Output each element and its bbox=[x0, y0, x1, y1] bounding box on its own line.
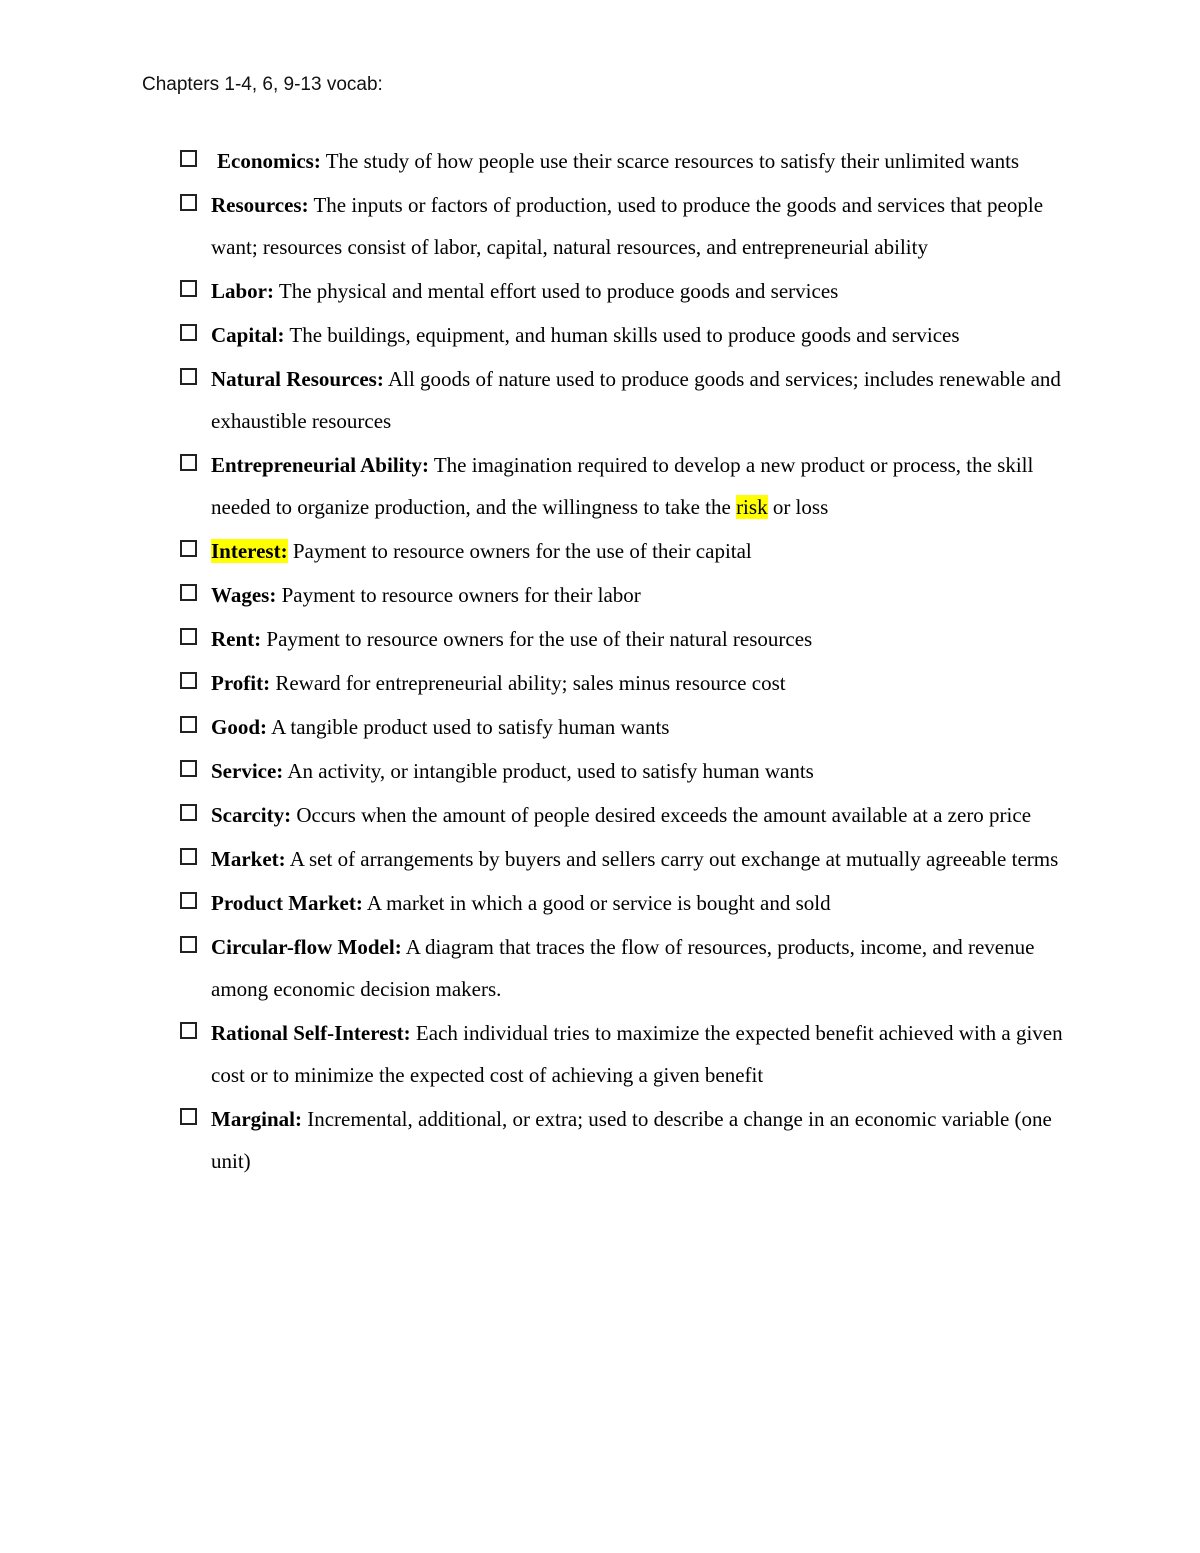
vocab-item-resources bbox=[178, 184, 1078, 268]
vocab-definition: All goods of nature used to produce goods and services; includes renewable and exhaustible resources bbox=[211, 367, 1061, 433]
checkbox-icon[interactable] bbox=[180, 672, 197, 689]
vocab-item-product-market bbox=[178, 882, 1078, 924]
vocab-term: Capital: bbox=[211, 323, 285, 347]
checkbox-icon[interactable] bbox=[180, 1022, 197, 1039]
vocab-definition: A diagram that traces the flow of resources, products, income, and revenue among economic decision makers. bbox=[211, 935, 1035, 1001]
checkbox-icon[interactable] bbox=[180, 716, 197, 733]
vocab-definition: Payment to resource owners for the use of their natural resources bbox=[266, 627, 813, 651]
vocab-definition: The inputs or factors of production, used to produce the goods and services that people want; resources consist of labor, capital, natural resources, and entrepreneurial ability bbox=[211, 193, 1044, 259]
vocab-term: Scarcity: bbox=[211, 803, 292, 827]
vocab-definition: The study of how people use their scarce resources to satisfy their unlimited wants bbox=[325, 149, 1020, 173]
vocab-item-rent bbox=[178, 618, 1078, 660]
vocab-term: Wages: bbox=[211, 583, 277, 607]
vocab-definition: Payment to resource owners for their labor bbox=[281, 583, 641, 607]
vocab-term: Rational Self-Interest: bbox=[211, 1021, 411, 1045]
vocab-list bbox=[178, 140, 1078, 1184]
vocab-term: Labor: bbox=[211, 279, 274, 303]
checkbox-icon[interactable] bbox=[180, 150, 197, 167]
checkbox-icon[interactable] bbox=[180, 892, 197, 909]
vocab-definition: Reward for entrepreneurial ability; sales minus resource cost bbox=[275, 671, 786, 695]
vocab-term: Product Market: bbox=[211, 891, 363, 915]
vocab-definition: An activity, or intangible product, used to satisfy human wants bbox=[287, 759, 814, 783]
vocab-item-market bbox=[178, 838, 1078, 880]
vocab-definition: A set of arrangements by buyers and sellers carry out exchange at mutually agreeable terms bbox=[289, 847, 1059, 871]
checkbox-icon[interactable] bbox=[180, 368, 197, 385]
checkbox-icon[interactable] bbox=[180, 324, 197, 341]
vocab-term: Circular-flow Model: bbox=[211, 935, 402, 959]
vocab-term: Resources: bbox=[211, 193, 309, 217]
vocab-item-wages bbox=[178, 574, 1078, 616]
vocab-item-entrepreneurial-ability bbox=[178, 444, 1078, 528]
vocab-term: Market: bbox=[211, 847, 286, 871]
checkbox-icon[interactable] bbox=[180, 194, 197, 211]
checkbox-icon[interactable] bbox=[180, 848, 197, 865]
vocab-term: Entrepreneurial Ability: bbox=[211, 453, 429, 477]
vocab-definition: A market in which a good or service is bought and sold bbox=[366, 891, 831, 915]
checkbox-icon[interactable] bbox=[180, 936, 197, 953]
vocab-definition: The physical and mental effort used to produce goods and services bbox=[278, 279, 839, 303]
vocab-item-interest bbox=[178, 530, 1078, 572]
page-heading: Chapters 1-4, 6, 9-13 vocab: bbox=[142, 74, 383, 95]
vocab-item-economics bbox=[178, 140, 1078, 182]
checkbox-icon[interactable] bbox=[180, 540, 197, 557]
vocab-term: Profit: bbox=[211, 671, 271, 695]
vocab-item-natural-resources bbox=[178, 358, 1078, 442]
checkbox-icon[interactable] bbox=[180, 760, 197, 777]
vocab-term: Rent: bbox=[211, 627, 262, 651]
vocab-definition: The imagination required to develop a new product or process, the skill needed to organize production, and the willingness to take the bbox=[211, 453, 1034, 519]
vocab-term: Marginal: bbox=[211, 1107, 302, 1131]
vocab-item-service bbox=[178, 750, 1078, 792]
vocab-definition: A tangible product used to satisfy human wants bbox=[271, 715, 670, 739]
vocab-item-good bbox=[178, 706, 1078, 748]
vocab-item-scarcity bbox=[178, 794, 1078, 836]
vocab-item-capital bbox=[178, 314, 1078, 356]
highlighted-word: risk bbox=[736, 495, 768, 519]
vocab-definition: Incremental, additional, or extra; used to describe a change in an economic variable (one unit) bbox=[211, 1107, 1052, 1173]
vocab-definition: The buildings, equipment, and human skills used to produce goods and services bbox=[289, 323, 960, 347]
checkbox-icon[interactable] bbox=[180, 280, 197, 297]
vocab-definition: Each individual tries to maximize the expected benefit achieved with a given cost or to minimize the expected cost of achieving a given benefit bbox=[211, 1021, 1063, 1087]
checkbox-icon[interactable] bbox=[180, 804, 197, 821]
vocab-item-marginal bbox=[178, 1098, 1078, 1182]
checkbox-icon[interactable] bbox=[180, 1108, 197, 1125]
vocab-term: Economics: bbox=[217, 149, 321, 173]
vocab-term: Good: bbox=[211, 715, 268, 739]
vocab-definition: Occurs when the amount of people desired exceeds the amount available at a zero price bbox=[296, 803, 1032, 827]
vocab-item-labor bbox=[178, 270, 1078, 312]
vocab-definition: Payment to resource owners for the use of their capital bbox=[292, 539, 752, 563]
vocab-item-rational-self-interest bbox=[178, 1012, 1078, 1096]
vocab-definition-tail: or loss bbox=[772, 495, 829, 519]
checkbox-icon[interactable] bbox=[180, 628, 197, 645]
vocab-term-highlighted: Interest: bbox=[211, 539, 288, 563]
vocab-item-circular-flow-model bbox=[178, 926, 1078, 1010]
vocab-term: Service: bbox=[211, 759, 284, 783]
vocab-item-profit bbox=[178, 662, 1078, 704]
checkbox-icon[interactable] bbox=[180, 454, 197, 471]
checkbox-icon[interactable] bbox=[180, 584, 197, 601]
vocab-term: Natural Resources: bbox=[211, 367, 384, 391]
